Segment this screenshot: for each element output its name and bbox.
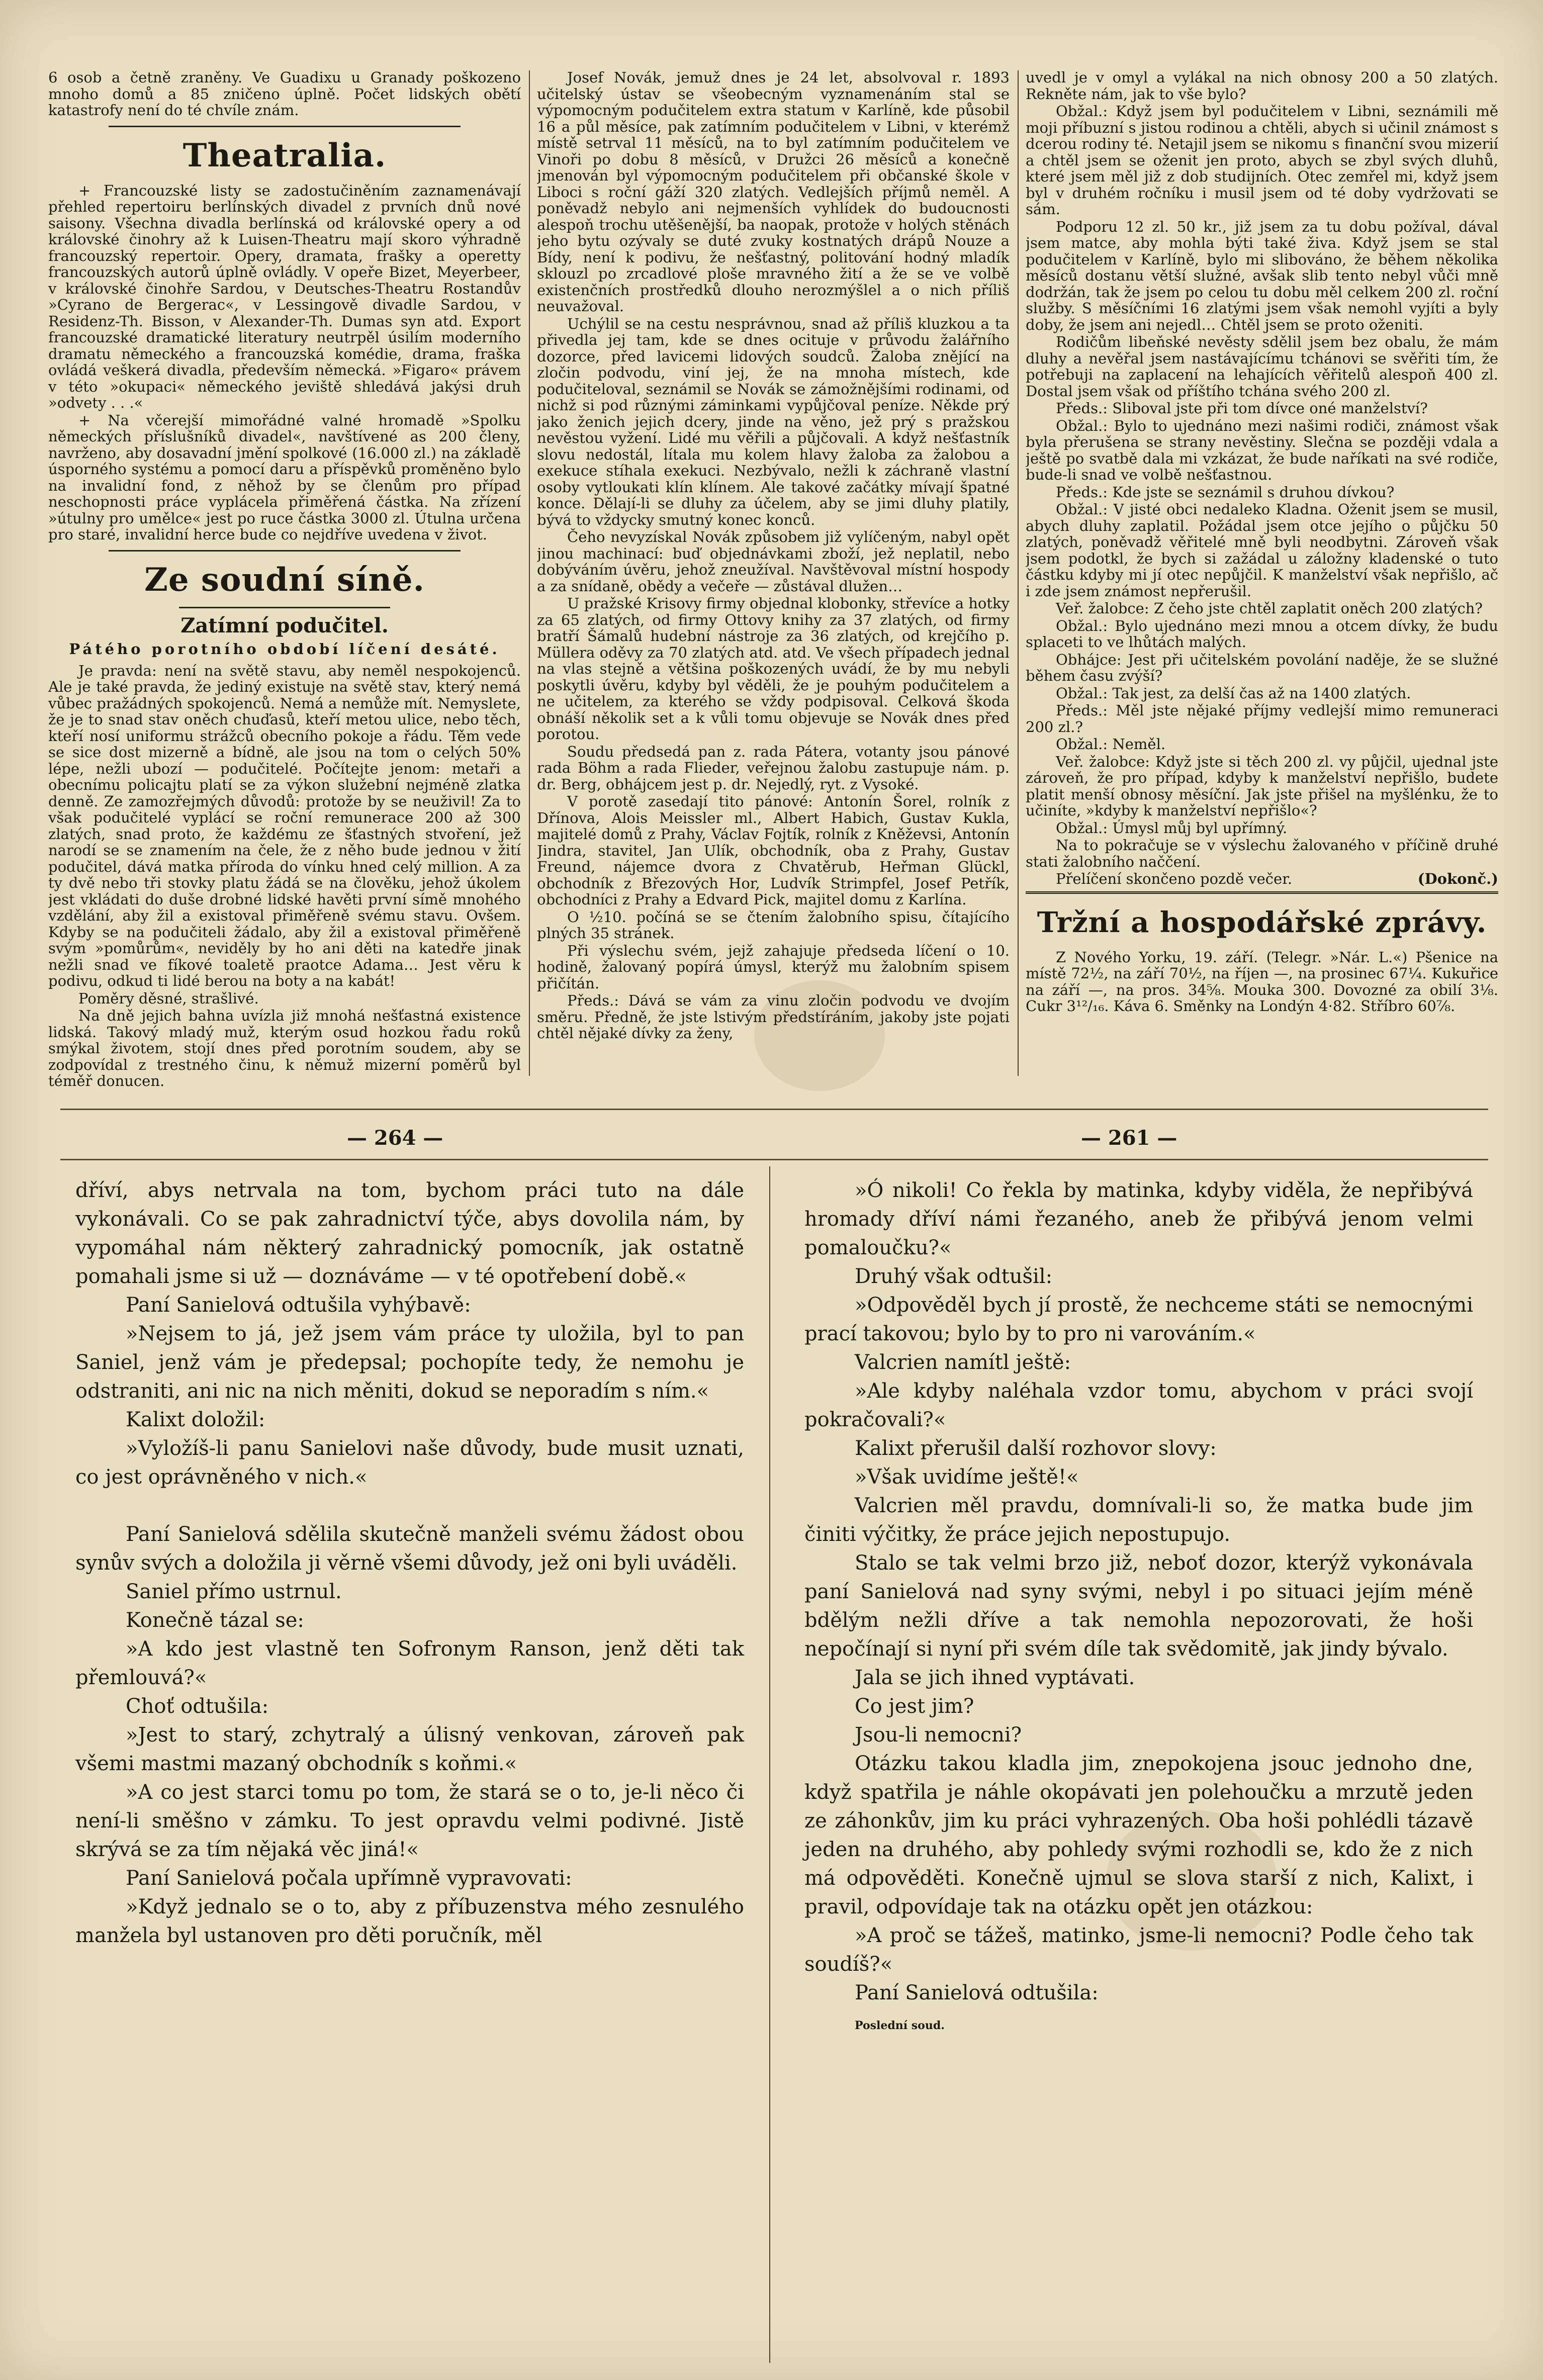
header-rule <box>60 1159 1488 1160</box>
section-separator <box>60 1109 1488 1110</box>
article-subtitle: Pátého porotního období líčení desáté. <box>69 640 500 658</box>
testimony-11: Obžal.: Tak jest, za delší čas až na 1400 zlatých. <box>1056 684 1411 702</box>
novel-paragraph: »Odpověděl bych jí prostě, že nechceme státi se nemocnými prací takovou; bylo by to pro ni varováním.« <box>804 1294 1473 1345</box>
testimony-16: Na to pokračuje se v výslechu žalovaného v příčině druhé stati žalobního naččení. <box>1026 837 1498 870</box>
novel-paragraph: Paní Sanielová sdělila skutečně manželi svému žádost obou synův svých a doložila ji věrně všemi důvody, jež oni byli uváděli. <box>75 1523 744 1575</box>
theatre-article-2: + Na včerejší mimořádné valné hromadě »Spolku německých příslušníků divadel«, navštívené as 200 členy, navrženo, aby dosavadní jmění spolkové (16.000 zl.) na základě úsporného systému a pomocí daru a příspěvků proměněno bylo na invalidní fond, z něhož by se členům pro případ neschopnosti práce vyplácela přiměřená částka. Na zřízení »útulny pro umělce« jest po ruce částka 3000 zl. Útulna určena pro staré, invalidní herce bude co nejdříve uvedena v život. <box>48 411 521 543</box>
testimony-8: Veř. žalobce: Z čeho jste chtěl zaplatit oněch 200 zlatých? <box>1056 600 1483 617</box>
novel-paragraph: Paní Sanielová odtušila vyhýbavě: <box>126 1294 471 1317</box>
novel-paragraph: »Však uvidíme ještě!« <box>855 1466 1079 1489</box>
novel-page-right <box>804 1176 1473 2363</box>
court-article-p7: U pražské Krisovy firmy objednal klobonky, střevíce a hotky za 65 zlatých, od firmy Ottovy knihy za 37 zlatých, od firmy bratří Šámalů hudební nástroje za 36 zlatých, od krejčího p. Müllera oděvy za 70 zlatých atd. atd. Ve všech případech jednal na vlas stejně a většina poškozených uvádí, že by mu nebyli poskytli úvěru, kdyby byl věděli, že je pouhým podučitelem a ne učitelem, za kterého se vždy podpisoval. Celková škoda obnáší několik set a k vůli tomu objevuje se Novák dnes před porotou. <box>537 595 1010 743</box>
quake-report: 6 osob a četně zraněny. Ve Guadixu u Granady poškozeno mnoho domů a 85 zničeno úplně. Počet lidských obětí katastrofy není do té chvíle znám. <box>48 69 521 119</box>
market-report: Z Nového Yorku, 19. září. (Telegr. »Nár. L.«) Pšenice na místě 72½, na září 70½, na říjen —, na prosinec 67¼. Kukuřice na září —, na pros. 34⅝. Mouka 300. Dovozné za obilí 3⅛. Cukr 3¹²/₁₆. Káva 6. Směnky na Londýn 4·82. Stříbro 60⅞. <box>1026 948 1498 1015</box>
novel-paragraph: Saniel přímo ustrnul. <box>126 1580 342 1603</box>
page-number-right: — 261 — <box>1081 1126 1177 1150</box>
court-article-p10: O ½10. počíná se se čtením žalobního spisu, čítajícího plných 35 stránek. <box>537 908 1010 942</box>
testimony-9: Obžal.: Bylo ujednáno mezi mnou a otcem dívky, že budu splaceti to ve lhůtách malých. <box>1026 617 1498 651</box>
novel-paragraph: »Vyložíš-li panu Sanielovi naše důvody, bude musit uznati, co jest oprávněného v nich.« <box>75 1437 744 1489</box>
testimony-13: Obžal.: Neměl. <box>1056 736 1166 753</box>
novel-paragraph: Jsou-li nemocni? <box>855 1723 1022 1747</box>
testimony-1: Obžal.: Když jsem byl podučitelem v Libni, seznámili mě moji příbuzní s jistou rodinou a chtěli, abych si učinil známost s dcerou rodiny té. Netajil jsem se nikomu s finanční svou mizerií a chtěl jsem se oženit jen proto, abych se zbyl svých dluhů, které jsem měl již z dob studijních. Otec zemřel mi, když jsem byl v druhém ročníku i musil jsem od té doby vydržovati se sám. <box>1026 103 1498 218</box>
court-article-p6: Čeho nevyzískal Novák způsobem již vylíčeným, nabyl opět jinou machinací: buď objednávkami zboží, jež neplatil, nebo dobýváním úvěru, jehož zneužíval. Navštěvoval místní hospody a za snídaně, obědy a večeře — zůstával dlužen… <box>537 528 1010 595</box>
court-article-p3: Na dně jejich bahna uvízla již mnohá nešťastná existence lidská. Takový mladý muž, kterým osud hozkou řadu roků smýkal životem, stojí dnes před porotním soudem, aby se zodpovídal z trestného činu, k němuž mizerní poměrů byl téměř donucen. <box>48 1007 521 1089</box>
section-heading-theatralia: Theatralia. <box>183 136 387 174</box>
novel-page-left <box>75 1176 744 2363</box>
novel-paragraph: Choť odtušila: <box>126 1695 269 1718</box>
testimony-4: Předs.: Sliboval jste při tom dívce oné manželství? <box>1056 400 1428 417</box>
novel-paragraph: Co jest jim? <box>855 1695 974 1718</box>
novel-paragraph: Jala se jich ihned vyptávati. <box>855 1666 1135 1689</box>
novel-paragraph: »Když jednalo se o to, aby z příbuzenstva mého zesnulého manžela byl ustanoven pro děti poručník, měl <box>75 1895 744 1947</box>
divider <box>109 550 461 552</box>
testimony-5: Obžal.: Bylo to ujednáno mezi našimi rodiči, známost však byla přerušena se strany nevěstiny. Slečna se později vdala a ještě po svatbě dala mi vzkázat, že bude naříkati na své rodiče, bude-li snad ve volbě nešťastnou. <box>1026 417 1498 483</box>
section-heading-court: Ze soudní síně. <box>144 561 425 599</box>
novel-paragraph: »Jest to starý, zchytralý a úlisný venkovan, zároveň pak všemi mastmi mazaný obchodník s koňmi.« <box>75 1723 744 1775</box>
testimony-3: Rodičům libeňské nevěsty sdělil jsem bez obalu, že mám dluhy a nevěřal jsem nastávajícímu tchánovi se svěřiti tím, že potřebuji na zaplacení na lehajících věřitelů alespoň 400 zl. Dostal jsem však od příštího tchána svého 200 zl. <box>1026 333 1498 400</box>
novel-paragraph: Valcrien měl pravdu, domnívali-li so, že matka bude jim činiti výčitky, že práce jejich nepostupujo. <box>804 1494 1473 1546</box>
column-2 <box>537 69 1010 1100</box>
novel-paragraph: »A co jest starci tomu po tom, že stará se o to, je-li něco či není-li směšno v zámku. To jest opravdu velmi podivné. Jistě skrývá se za tím nějaká věc jiná!« <box>75 1781 744 1861</box>
court-article-p5: Uchýlil se na cestu nesprávnou, snad až příliš kluzkou a ta přivedla jej tam, kde se dnes ocituje v průvodu žalářního dozorce, před lavicemi lidových soudců. Žaloba znějící na zločin podvodu, viní jej, že na mnoha místech, kde podučiteloval, seznámil se Novák se zámožnějšími rodinami, od nichž si pod různými záminkami vypůjčoval peníze. Někde prý jako ženich jejich dcery, jinde na věno, jež prý s pražskou nevěstou vyžení. Lidé mu věřili a půjčovali. A když nešťastník slovu nedostál, lítala mu kolem hlavy žaloba za žalobou a exekuce stíhala exekuci. Nezbývalo, nežli k záchraně vlastní osoby vytloukati klín klínem. Ale takové začátky mívají špatné konce. Dělají-li se dluhy za účelem, aby se jimi dluhy platily, bývá to vždycky smutný konec konců. <box>537 315 1010 528</box>
testimony-12: Předs.: Měl jste nějaké příjmy vedlejší mimo remuneraci 200 zl.? <box>1026 702 1498 736</box>
testimony-6: Předs.: Kde jste se seznámil s druhou dívkou? <box>1056 483 1395 501</box>
novel-paragraph: Konečně tázal se: <box>126 1609 304 1632</box>
footer-note: Poslední soud. <box>855 2019 945 2032</box>
novel-paragraph <box>75 1492 744 1520</box>
testimony-17 <box>1026 871 1498 887</box>
testimony-15: Obžal.: Úmysl můj byl upřímný. <box>1056 819 1288 837</box>
novel-paragraph: Otázku takou kladla jim, znepokojena jsouc jednoho dne, když spatřila je náhle okopávati jen polehoučku a mrzutě jeden ze záhonkův, jim ku práci vyhrazených. Oba hoši pohlédli tázavě jeden na druhého, aby pohledy svými rozhodli se, kdo že z nich má odpověděti. Konečně ujmul se slova starší z nich, Kalixt, i pravil, odpovídaje tak na otázku opět jen otázkou: <box>804 1752 1473 1918</box>
section-heading-market: Tržní a hospodářské zprávy. <box>1037 905 1487 939</box>
novel-paragraph: Druhý však odtušil: <box>855 1265 1053 1288</box>
testimony-2: Podporu 12 zl. 50 kr., již jsem za tu dobu požíval, dával jsem matce, aby mohla býti také živa. Když jsem se stal podučitelem v Karlíně, bylo mi slibováno, že během několika měsíců dostanu větší služné, avšak slib tento nebyl vůči mně dodržán, tak že jsem po celou tu dobu měl celkem 200 zl. roční služby. S měsíčními 16 zlatými jsem však nemohl vyjíti a byly doby, že jsem ani nejedl… Chtěl jsem se proto oženiti. <box>1026 218 1498 333</box>
novel-paragraph: »Ó nikoli! Co řekla by matinka, kdyby viděla, že nepřibývá hromady dříví námi řezaného, aneb že přibývá jenom velmi pomaloučku?« <box>804 1179 1473 1259</box>
column-rule <box>529 70 530 1076</box>
novel-paragraph: Kalixt doložil: <box>126 1408 265 1431</box>
court-article-p11: Při výslechu svém, jejž zahajuje předseda líčení o 10. hodině, žalovaný popírá úmysl, kterýž mu žalobním spisem přičítán. <box>537 942 1010 992</box>
court-article-p13: uvedl je v omyl a vylákal na nich obnosy 200 a 50 zlatých. Rekněte nám, jak to vše bylo? <box>1026 69 1498 103</box>
novel-paragraph: Stalo se tak velmi brzo již, neboť dozor, kterýž vykonávala paní Sanielová nad syny svými, nebyl i po situaci jejím méně bdělým nežli dříve a tak nemohla nepozorovati, že hoši nepočínají si nyní při svém díle tak svědomitě, jak jindy bývalo. <box>804 1551 1473 1661</box>
page-number-left: — 264 — <box>347 1126 443 1150</box>
court-article-p8: Soudu předsedá pan z. rada Pátera, votanty jsou pánové rada Böhm a rada Flieder, veřejnou žalobu zastupuje nám. p. dr. Berg, obhájcem jest p. dr. Nejedlý, ryt. z Vysoké. <box>537 743 1010 793</box>
novel-paragraph: Paní Sanielová počala upřímně vypravovati: <box>126 1867 572 1890</box>
novel-paragraph: »A kdo jest vlastně ten Sofronym Ranson, jenž děti tak přemlouvá?« <box>75 1637 744 1689</box>
court-article-p4: Josef Novák, jemuž dnes je 24 let, absolvoval r. 1893 učitelský ústav se všeobecným vyznamenáním stal se výpomocným podučitelem extra statum v Karlíně, kde působil 16 a půl měsíce, pak zatímním podučitelem v Libni, v kterémž místě setrval 11 měsíců, na to byl zatímním podučitelem ve Vinoři po dobu 8 měsíců, v Družci 26 měsíců a konečně jmenován byl výpomocným podučitelem při občanské škole v Liboci s roční gáží 320 zlatých. Vedlejších příjmů neměl. A poněvadž nebylo ani nejmenších vyhlídek do budoucnosti alespoň trochu utěšenější, ba naopak, protože v holých stěnách jeho bytu ozývaly se duté zvuky kostnatých drápů Nouze a Bídy, není k podivu, že nešťastný, politování hodný mladík sklouzl po zrcadlové ploše mravného žití a že se ve volbě existenčních prostředků dlouho nerozmýšlel a o nich příliš neuvažoval. <box>537 69 1010 315</box>
column-rule <box>769 1166 770 2363</box>
novel-paragraph: Paní Sanielová odtušila: <box>855 1981 1099 2004</box>
testimony-7: Obžal.: V jisté obci nedaleko Kladna. Oženit jsem se musil, abych dluhy zaplatil. Požádal jsem otce jejího o půjčku 50 zlatých, poněvadž věřitelé mně byli neodbytni. Zároveň však jsem podotkl, že bych si zažádal u záložny kladenské o tuto částku kdyby mi jí otec nepůjčil. K manželství však nepřišlo, ač i zde jsem známost nepřerušil. <box>1026 501 1498 600</box>
novel-paragraph: Kalixt přerušil další rozhovor slovy: <box>855 1437 1217 1460</box>
article-title: Zatímní podučitel. <box>180 613 389 637</box>
divider <box>179 607 390 608</box>
court-article-p9: V porotě zasedají tito pánové: Antonín Šorel, rolník z Dřínova, Alois Meissler ml., Albert Habich, Gustav Kukla, majitelé domů z Prahy, Václav Fojtík, rolník z Kněževsi, Antonín Jindra, stavitel, Jan Ulík, obchodník, oba z Prahy, Gustav Freund, nájemce dvora z Chvatěrub, Heřman Glückl, obchodník z Březových Hor, Ludvík Strimpfel, Josef Petřík, obchodníci z Prahy a Edvard Pick, majitel domu z Karlína. <box>537 793 1010 908</box>
court-article-p12: Předs.: Dává se vám za vinu zločin podvodu ve dvojím směru. Předně, že jste lstivým předstíráním, jakoby jste pojati chtěl nějaké dívky za ženy, <box>537 992 1010 1042</box>
novel-paragraph: Valcrien namítl ještě: <box>855 1351 1071 1374</box>
novel-paragraph: dříví, abys netrvala na tom, bychom práci tuto na dále vykonávali. Co se pak zahradnictví týče, abys dovolila nám, by vypomáhal nám některý zahradnický pomocník, jak ostatně pomahali jsme si už — doznáváme — v té opotřebení době.« <box>75 1179 744 1288</box>
testimony-10: Obhájce: Jest při učitelském povolání naděje, že se služné během času zvýší? <box>1026 651 1498 684</box>
novel-paragraph: »Ale kdyby naléhala vzdor tomu, abychom v práci svojí pokračovali?« <box>804 1380 1473 1431</box>
testimony-14: Veř. žalobce: Když jste si těch 200 zl. vy půjčil, ujednal jste zároveň, že pro případ, kdyby k manželství nepřišlo, budete platit menší obnosy měsíční. Jak jste přišel na myšlénku, že to učiníte, »kdyby k manželství nepřišlo«? <box>1026 753 1498 819</box>
novel-paragraph: »A proč se tážeš, matinko, jsme-li nemocni? Podle čeho tak soudíš?« <box>804 1924 1473 1976</box>
court-article-p2: Poměry děsné, strašlivé. <box>78 989 259 1007</box>
continued-note: (Dokonč.) <box>1417 870 1498 887</box>
divider <box>1026 891 1498 894</box>
theatre-article-1: + Francouzské listy se zadostučiněním zaznamenávají přehled repertoiru berlínských divadel z prvních dnů nové saisony. Všechna divadla berlínská od královské opery a od královské činohry až k Luisen-Theatru mají skoro výhradně francouzský repertoir. Opery, dramata, frašky a operetty francouzských autorů úplně ovládly. V opeře Bizet, Meyerbeer, v královské činohře Sardou, v Deutsches-Theatru Rostandův »Cyrano de Bergerac«, v Lessingově divadle Sardou, v Residenz-Th. Bisson, v Alexander-Th. Dumas syn atd. Export francouzské dramatické literatury neutrpěl úsilím moderního dramatu německého a francouzská komédie, drama, fraška ovládá veškerá divadla, především německá. »Figaro« právem v této »okupaci« německého jeviště shledává jakýsi druh »odvety . . .« <box>48 181 521 411</box>
court-article-p1: Je pravda: není na světě stavu, aby neměl nespokojenců. Ale je také pravda, že jediný existuje na světě stav, který nemá vůbec pražádných spokojenců. Nemá a nemůže mít. Nemyslete, že je to snad stav oněch chuďasů, kteří metou ulice, nebo těch, kteří nosí uniformu strážců obecního pokoje a řádu. Těm vede se sice dost mizerně a bídně, ale jsou na tom o celých 50% lépe, nežli ubozí — podučitelé. Počítejte jenom: metaři a obecnímu policajtu platí se za výkon služební nejméně zlatka denně. Ze zamozřejmých důvodů: protože by se neuživil! Za to však podučitelé vyplácí se roční remunerace 200 až 300 zlatých, snad proto, že každému ze šťastných stvoření, jež narodí se se znamením na čele, že z něho bude jednou v žití podučitel, dává matka příroda do vínku hned celý million. A za ty dvě nebo tři stovky platu žádá se na člověku, jehož úkolem jest vkládati do duše drobné lidské havěti první símě mnohého vzdělání, aby žil a existoval přiměřeně svému stavu. Ovšem. Kdyby se na podučiteli žádalo, aby žil a existoval přiměřeně svým »pomůrům«, neviděly by ho ani děti na katedře jinak nežli snad ve fíkové toaletě praotce Adama… Jest věru k podivu, odkud ti lidé berou na boty a na kabát! <box>48 662 521 989</box>
column-3 <box>1026 69 1498 1100</box>
column-rule <box>1018 70 1019 1076</box>
divider <box>109 126 461 127</box>
column-1 <box>48 69 521 1100</box>
hearing-end: Přelíčení skončeno pozdě večer. <box>1056 870 1293 887</box>
novel-paragraph: »Nejsem to já, jež jsem vám práce ty uložila, byl to pan Saniel, jenž vám je předepsal; pochopíte tedy, že nemohu je odstraniti, ani nic na nich měniti, dokud se neporadím s ním.« <box>75 1322 744 1403</box>
